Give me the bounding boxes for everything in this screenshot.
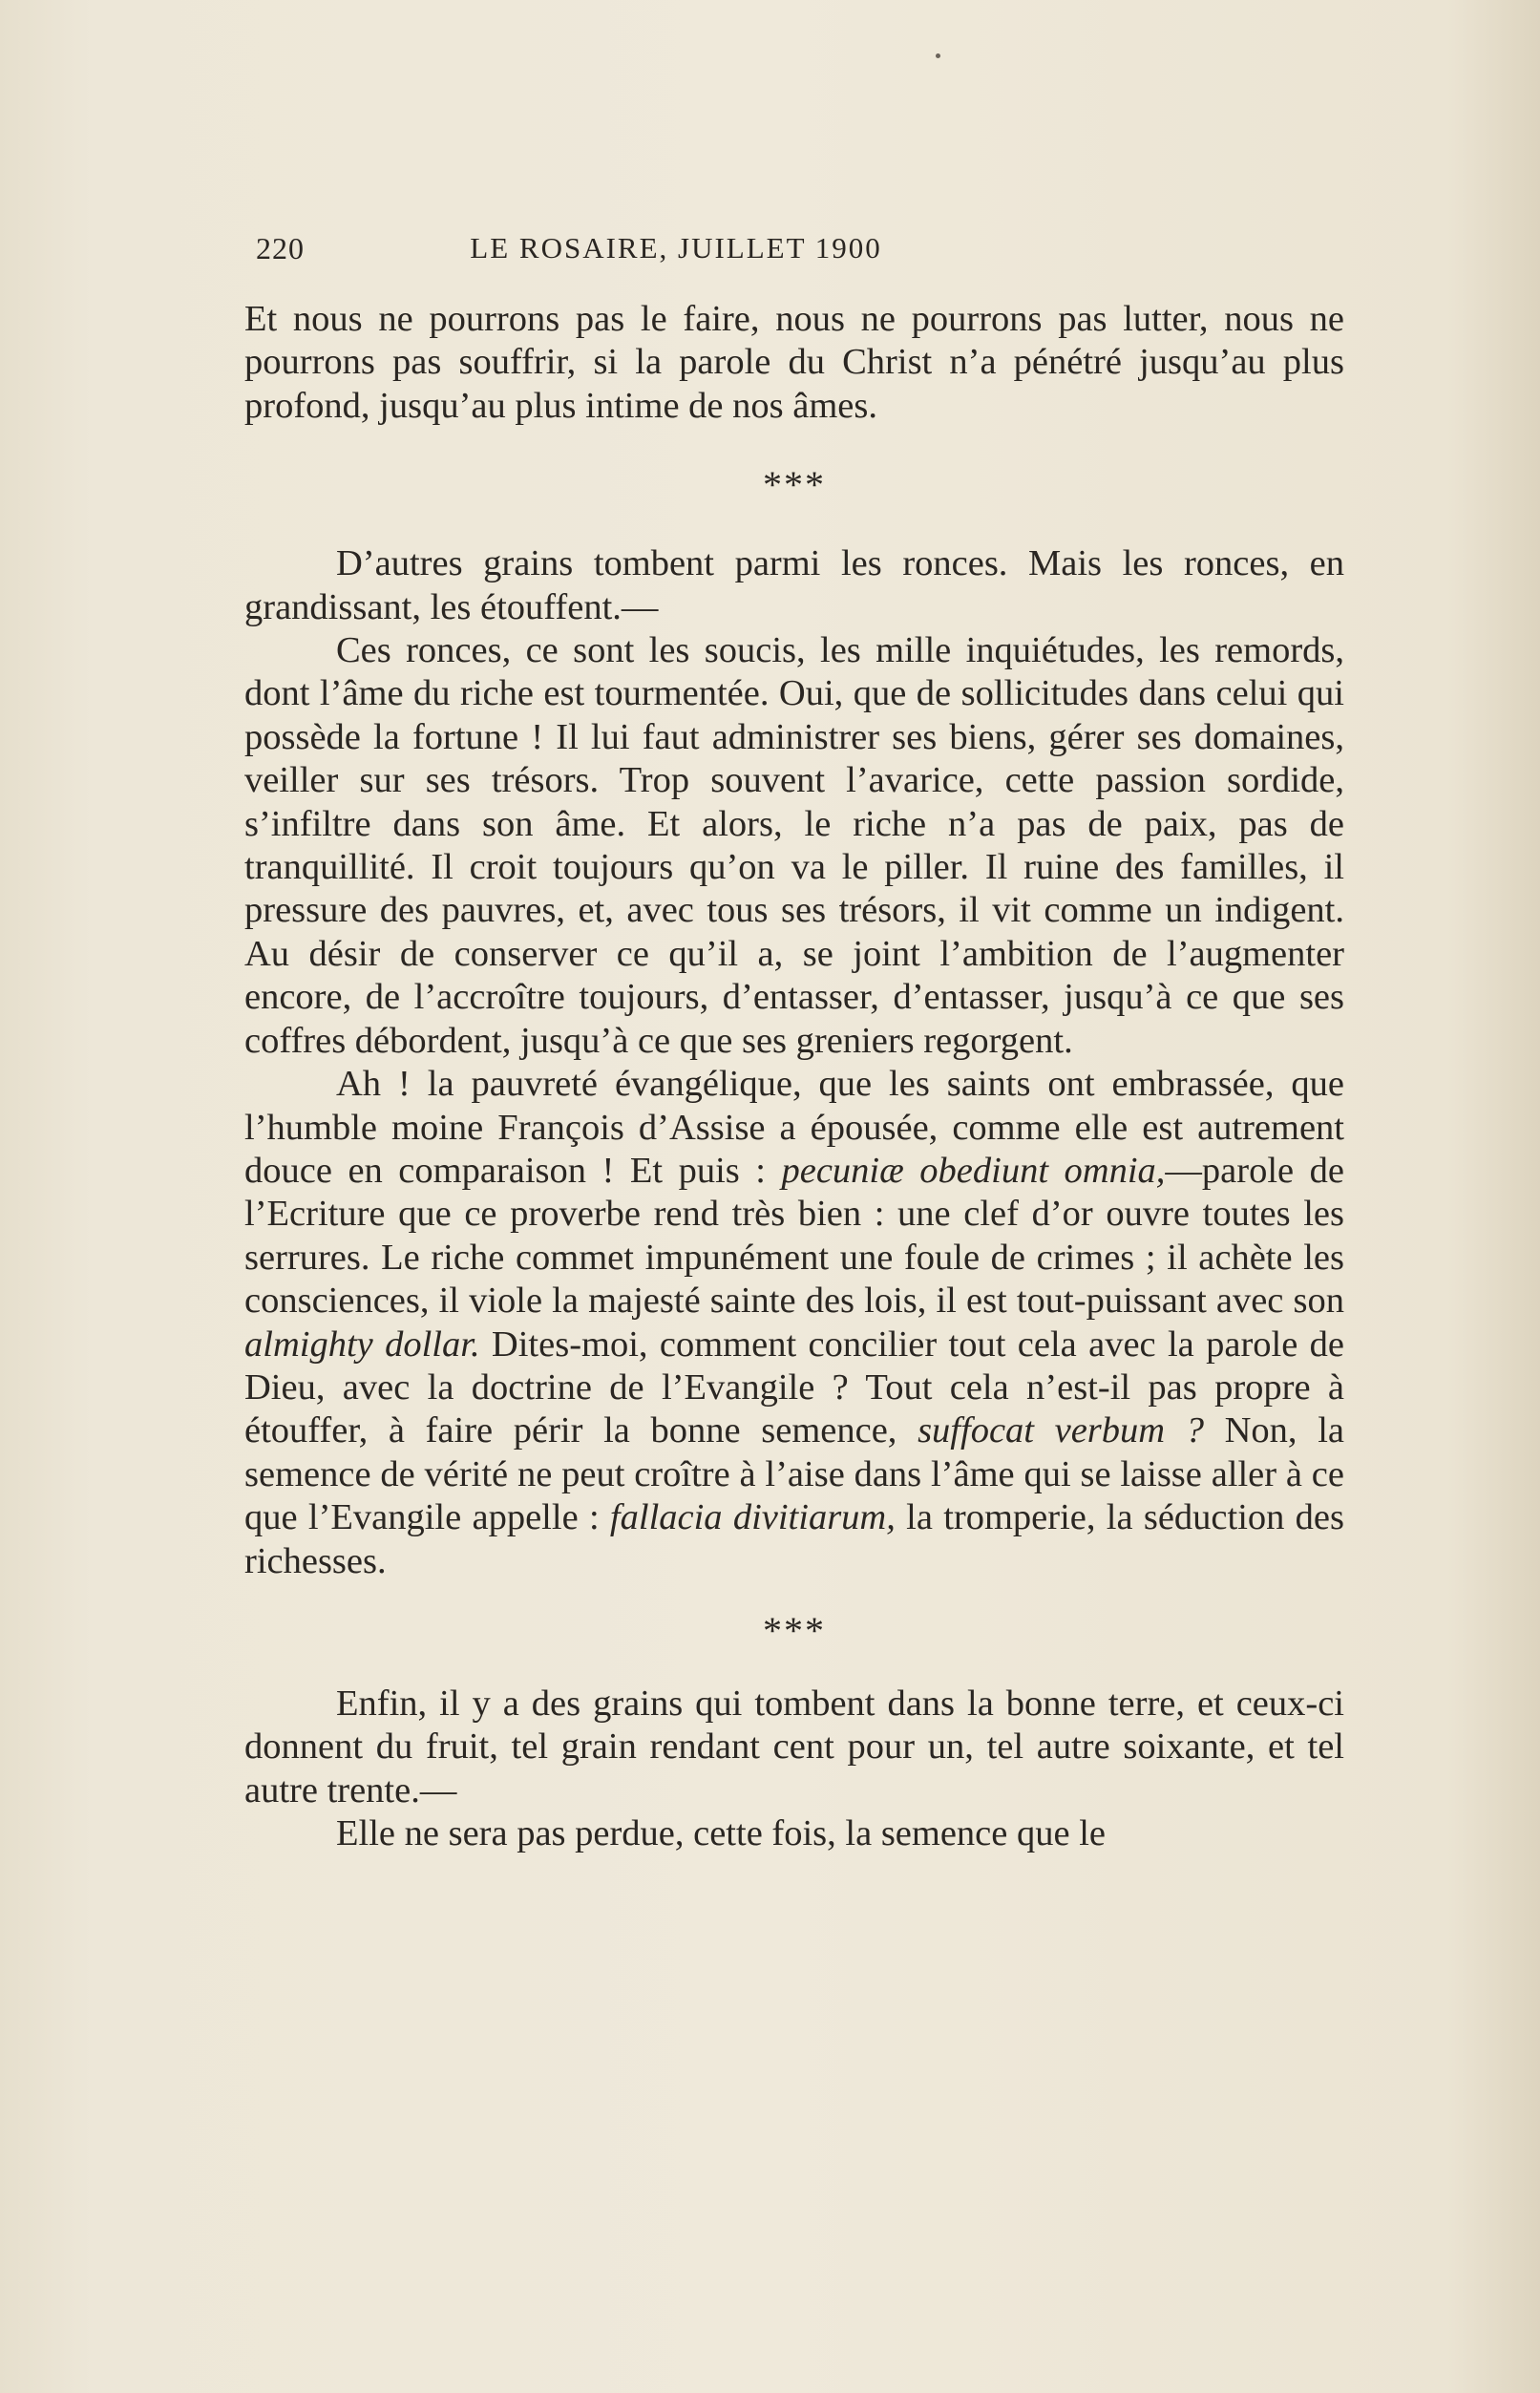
paragraph-2: D’autres grains tombent parmi les ronces. Mais les ronces, en grandissant, les étouffent.— bbox=[244, 543, 1344, 627]
phrase-almighty-dollar: almighty dollar. bbox=[244, 1324, 480, 1365]
section-asterism-1: *** bbox=[763, 463, 826, 507]
paragraph-4-text-1: Ah ! la pauvreté évangélique, que les saints ont embrassée, que l’humble moine François d’Assise a épousée, comme elle est autrement douce en comparaison ! Et puis : bbox=[244, 1064, 1344, 1191]
page-header bbox=[256, 231, 1039, 279]
paragraph-5: Enfin, il y a des grains qui tombent dans la bonne terre, et ceux-ci donnent du fruit, tel grain rendant cent pour un, tel autre soixante, et tel autre trente.— bbox=[244, 1683, 1344, 1811]
paragraph-6: Elle ne sera pas perdue, cette fois, la semence que le bbox=[336, 1813, 1106, 1854]
body-text bbox=[244, 298, 1344, 1856]
paragraph-4-text-2: —parole de l’Ecriture que ce proverbe rend très bien : une clef d’or ouvre toutes les serrures. Le riche commet impunément une foule de crimes ; il achète les consciences, il viole la majesté sainte des lois, il est tout-puissant avec son bbox=[244, 1150, 1344, 1322]
latin-quote-pecuniae: pecuniæ obediunt omnia, bbox=[781, 1150, 1166, 1191]
page-number: 220 bbox=[256, 231, 305, 265]
paragraph-4-text-4: Non, la semence de vérité ne peut croître à l’aise dans l’âme qui se laisse aller à ce que l’Evangile appelle : bbox=[244, 1410, 1344, 1538]
paragraph-4 bbox=[244, 1063, 1344, 1583]
paragraph-3: Ces ronces, ce sont les soucis, les mille inquiétudes, les remords, dont l’âme du riche est tourmentée. Oui, que de sollicitudes dans celui qui possède la fortune ! Il lui faut administrer ses biens, gérer ses domaines, veiller sur ses trésors. Trop souvent l’avarice, cette passion sordide, s’infiltre dans son âme. Et alors, le riche n’a pas de paix, pas de tranquillité. Il croit toujours qu’on va le piller. Il ruine des familles, il pressure des pauvres, et, avec tous ses trésors, il vit comme un indigent. Au désir de conserver ce qu’il a, se joint l’ambition de l’augmenter encore, de l’accroître toujours, d’entasser, d’entasser, jusqu’à ce que ses coffres débordent, jusqu’à ce que ses greniers regorgent. bbox=[244, 630, 1344, 1061]
paragraph-4-text-3: Dites-moi, comment concilier tout cela avec la parole de Dieu, avec la doctrine de l’Evangile ? Tout cela n’est-il pas propre à étouffer, à faire périr la bonne semence, bbox=[244, 1324, 1345, 1451]
paragraph-4-text-5: la tromperie, la séduction des richesses. bbox=[244, 1497, 1344, 1581]
latin-quote-suffocat: suffocat verbum ? bbox=[918, 1410, 1204, 1451]
running-title: LE ROSAIRE, JUILLET 1900 bbox=[470, 231, 882, 265]
ink-speck bbox=[936, 53, 940, 58]
latin-quote-fallacia: fallacia divitiarum, bbox=[609, 1497, 896, 1538]
section-asterism-2: *** bbox=[763, 1608, 826, 1652]
paragraph-1: Et nous ne pourrons pas le faire, nous ne pourrons pas lutter, nous ne pourrons pas souffrir, si la parole du Christ n’a pénétré jusqu’au plus profond, jusqu’au plus intime de nos âmes. bbox=[244, 299, 1344, 426]
